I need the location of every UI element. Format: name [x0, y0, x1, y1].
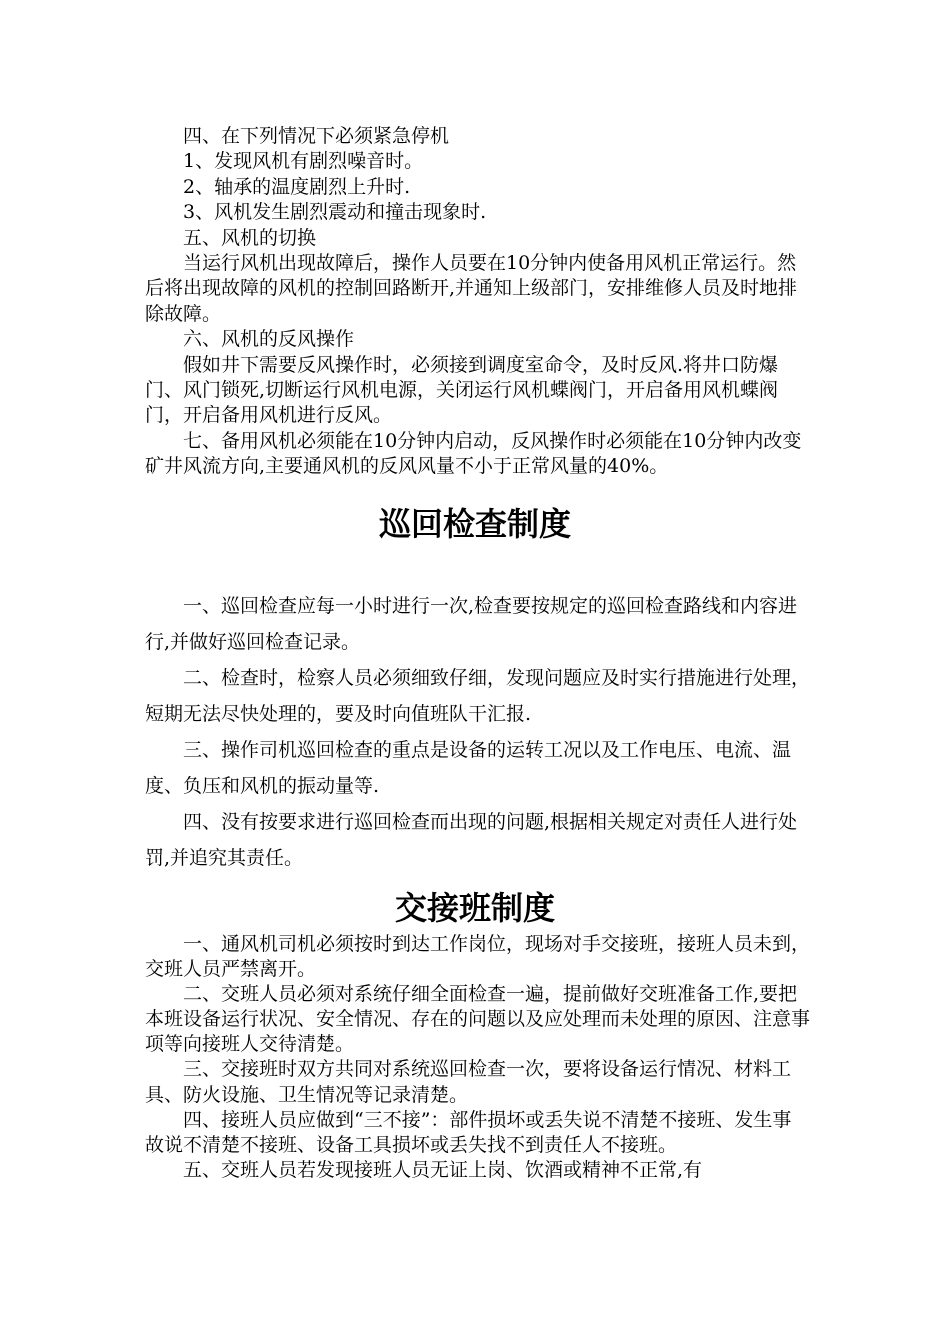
paragraph-emergency-item-1: 1、发现风机有剧烈噪音时。	[183, 150, 424, 173]
handover-paragraph-2: 二、交班人员必须对系统仔细全面检查一遍，提前做好交班准备工作,要把本班设备运行状况、安全情况、存在的问题以及应处理而未处理的原因、注意事项等向接班人交待清楚。	[145, 983, 811, 1056]
patrol-paragraph-4: 四、没有按要求进行巡回检查而出现的问题,根据相关规定对责任人进行处罚,并追究其责任。	[145, 811, 798, 869]
paragraph-standby-fan-body: 七、备用风机必须能在10分钟内启动，反风操作时必须能在10分钟内改变矿井风流方向,主要通风机的反风风量不小于正常风量的40%。	[145, 429, 802, 478]
patrol-inspection-section	[145, 588, 810, 876]
patrol-paragraph-1: 一、巡回检查应每一小时进行一次,检查要按规定的巡回检查路线和内容进行,并做好巡回检查记录。	[145, 595, 798, 653]
fan-operation-section	[145, 124, 810, 480]
shift-handover-section	[145, 932, 810, 1183]
paragraph-fan-switch-heading: 五、风机的切换	[183, 226, 317, 249]
shift-handover-title: 交接班制度	[394, 889, 555, 927]
patrol-paragraph-2: 二、检查时，检察人员必须细致仔细，发现问题应及时实行措施进行处理，短期无法尽快处理的，要及时向值班队干汇报.	[145, 667, 811, 725]
paragraph-emergency-item-3: 3、风机发生剧烈震动和撞击现象时.	[183, 201, 487, 224]
paragraph-emergency-stop-heading: 四、在下列情况下必须紧急停机	[183, 125, 450, 147]
handover-paragraph-1: 一、通风机司机必须按时到达工作岗位，现场对手交接班，接班人员未到，交班人员严禁离开。	[145, 933, 811, 981]
paragraph-reverse-air-body: 假如井下需要反风操作时，必须接到调度室命令，及时反风.将井口防爆门、风门锁死,切断运行风机电源，关闭运行风机蝶阀门，开启备用风机蝶阀门，开启备用风机进行反风。	[145, 353, 779, 427]
paragraph-fan-switch-body: 当运行风机出现故障后，操作人员要在10分钟内使备用风机正常运行。然后将出现故障的风机的控制回路断开,并通知上级部门，安排维修人员及时地排除故障。	[145, 252, 798, 325]
handover-paragraph-3: 三、交接班时双方共同对系统巡回检查一次，要将设备运行情况、材料工具、防火设施、卫生情况等记录清楚。	[145, 1058, 792, 1106]
handover-paragraph-5: 五、交班人员若发现接班人员无证上岗、饮酒或精神不正常,有	[183, 1158, 703, 1181]
patrol-paragraph-3: 三、操作司机巡回检查的重点是设备的运转工况以及工作电压、电流、温度、负压和风机的振动量等.	[145, 739, 792, 797]
handover-paragraph-4: 四、接班人员应做到“三不接”：部件损坏或丢失说不清楚不接班、发生事故说不清楚不接班、设备工具损坏或丢失找不到责任人不接班。	[145, 1108, 792, 1156]
paragraph-reverse-air-heading: 六、风机的反风操作	[183, 328, 355, 351]
paragraph-emergency-item-2: 2、轴承的温度剧烈上升时.	[183, 175, 411, 198]
patrol-inspection-title: 巡回检查制度	[378, 505, 571, 543]
